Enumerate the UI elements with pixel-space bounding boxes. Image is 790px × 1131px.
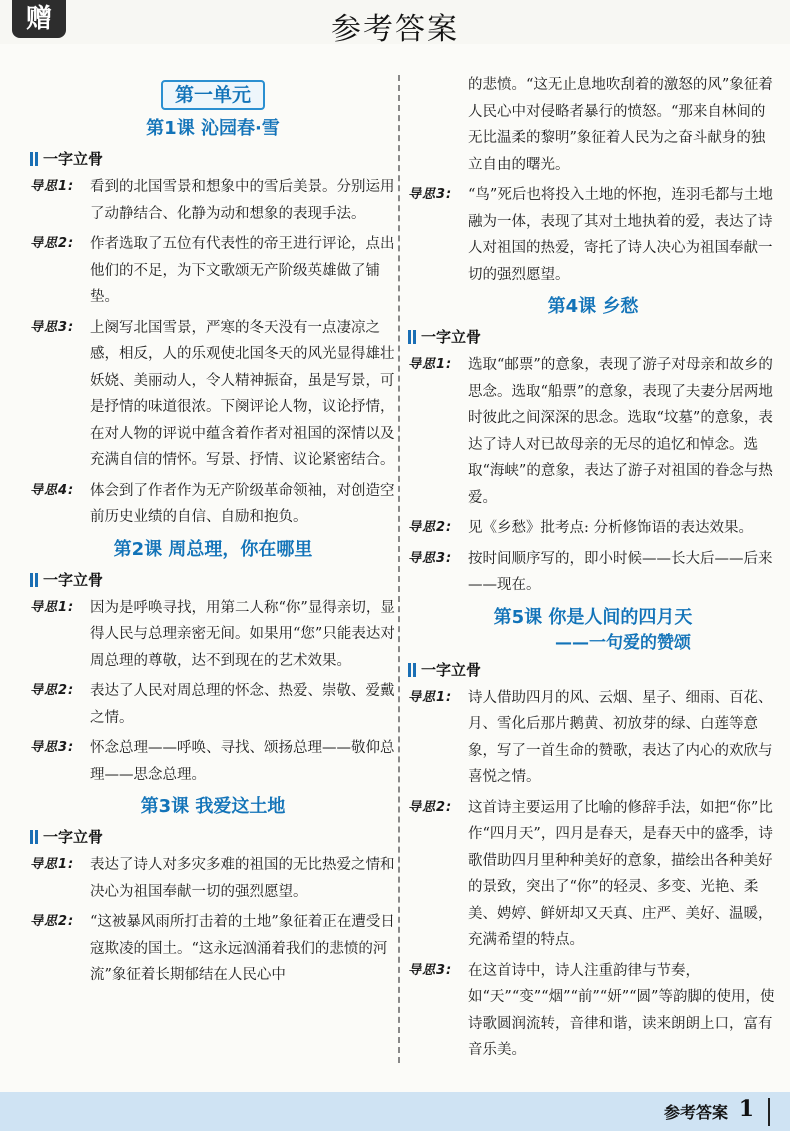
item-label: 导思3: [30,319,75,335]
answer-item [408,958,778,1064]
item-label: 导思2: [30,236,75,251]
section-heading: 一字立骨 [408,326,778,348]
page-number: 1 [738,1096,754,1122]
answer-item [408,795,778,954]
item-text: 怀念总理——呼唤、寻找、颂扬总理——敬仰总理——思念总理。 [90,740,395,783]
item-label: 导思1: [30,179,75,194]
column-divider [398,75,400,1063]
lesson-title: 第4课 乡愁 [547,296,639,317]
item-label: 导思2: [30,683,75,698]
answer-item [30,595,396,675]
item-label: 导思2: [30,914,75,929]
item-label: 导思1: [30,599,75,615]
item-text: 表达了人民对周总理的怀念、热爱、崇敬、爱戴之情。 [90,683,395,726]
answer-item [30,852,396,905]
footer-divider [768,1098,770,1126]
answer-item [30,735,396,788]
answer-continuation [408,72,778,178]
item-text: 的悲愤。“这无止息地吹刮着的激怒的风”象征着人民心中对侵略者暴行的愤怒。“那来自林间的无比温柔的黎明”象征着人民为之奋斗献身的独立自由的曙光。 [468,77,773,173]
item-text: 体会到了作者作为无产阶级革命领袖，对创造空前历史业绩的自信、自励和抱负。 [90,482,395,525]
lesson-subtitle: ——一句爱的赞颂 [555,632,691,653]
footer-label: 参考答案 [663,1103,728,1122]
answer-item [30,315,396,474]
section-heading: 一字立骨 [30,569,396,591]
item-text: 选取“邮票”的意象，表现了游子对母亲和故乡的思念。选取“船票”的意象，表现了夫妻分居两地时彼此之间深深的思念。选取“坟墓”的意象，表达了诗人对已故母亲的无尽的追忆和悼念。选取“海峡”的意象，表达了游子对祖国的眷念与热爱。 [468,357,773,506]
header-bar [0,0,790,47]
item-label: 导思4: [30,482,75,498]
item-label: 导思1: [30,857,75,872]
item-text: 上阕写北国雪景，严寒的冬天没有一点凄凉之感，相反，人的乐观使北国冬天的风光显得雄壮妖娆、美丽动人，令人精神振奋，虽是写景，可是抒情的味道很浓。下阕评论人物，议论抒情，在对人物的评说中蕴含着作者对祖国的深情以及充满自信的情怀。写景、抒情、议论紧密结合。 [90,319,395,468]
section-heading: 一字立骨 [408,659,778,681]
answer-item [30,478,396,531]
item-text: “鸟”死后也将投入土地的怀抱，连羽毛都与土地融为一体，表现了其对土地执着的爱，表达了诗人对祖国的热爱，寄托了诗人决心为祖国奉献一切的强烈愿望。 [468,187,773,283]
item-text: 这首诗主要运用了比喻的修辞手法，如把“你”比作“四月天”，四月是春天，是春天中的盛季，诗歌借助四月里种种美好的意象，描绘出各种美好的景致，突出了“你”的轻灵、多变、光艳、柔美、娉婷、鲜妍却又天真、庄严、美好、温暖，充满希望的特点。 [468,799,773,948]
answer-item [408,546,778,599]
gift-badge: 赠 [12,0,66,38]
lesson-title: 第3课 我爱这土地 [140,796,286,817]
lesson-title: 第1课 沁园春·雪 [146,118,280,139]
item-text: 作者选取了五位有代表性的帝王进行评论，点出他们的不足，为下文歌颂无产阶级英雄做了铺垫。 [90,236,395,305]
item-text: 见《乡愁》批考点: 分析修饰语的表达效果。 [468,520,753,536]
item-label: 导思1: [408,357,453,372]
section-heading: 一字立骨 [30,148,396,170]
item-text: 因为是呼唤寻找，用第二人称“你”显得亲切，显得人民与总理亲密无间。如果用“您”只能表达对周总理的尊敬，达不到现在的艺术效果。 [90,599,395,669]
item-label: 导思3: [30,740,75,755]
answer-item [30,231,396,311]
page-title: 参考答案 [331,12,459,47]
answer-item [30,909,396,989]
answer-item [408,182,778,288]
left-column [30,70,396,993]
unit-title: 第一单元 [161,80,265,110]
item-text: 在这首诗中，诗人注重韵律与节奏，如“天”“变”“烟”“前”“妍”“圆”等韵脚的使用，使诗歌圆润流转，音律和谐，读来朗朗上口，富有音乐美。 [468,962,775,1058]
item-label: 导思2: [408,799,453,815]
item-label: 导思2: [408,520,453,535]
item-text: 表达了诗人对多灾多难的祖国的无比热爱之情和决心为祖国奉献一切的强烈愿望。 [90,857,395,900]
item-label: 导思3: [408,187,453,202]
item-label: 导思3: [408,962,453,978]
right-column [408,72,778,1068]
item-text: 看到的北国雪景和想象中的雪后美景。分别运用了动静结合、化静为动和想象的表现手法。 [90,179,395,222]
item-text: “这被暴风雨所打击着的土地”象征着正在遭受日寇欺凌的国土。“这永远汹涌着我们的悲愤的河流”象征着长期郁结在人民心中 [90,914,395,983]
lesson-title: 第2课 周总理，你在哪里 [113,538,313,560]
item-label: 导思1: [408,689,453,705]
answer-item [408,515,778,542]
footer-bar [0,1092,790,1131]
item-text: 按时间顺序写的，即小时候——长大后——后来——现在。 [468,550,773,593]
section-heading: 一字立骨 [30,826,396,848]
item-text: 诗人借助四月的风、云烟、星子、细雨、百花、月、雪化后那片鹅黄、初放芽的绿、白莲等意象，写了一首生命的赞歌，表达了内心的欢欣与喜悦之情。 [468,689,773,785]
answer-item [30,678,396,731]
answer-item [30,174,396,227]
lesson-title: 第5课 你是人间的四月天 [493,606,693,628]
item-label: 导思3: [408,550,453,566]
answer-item [408,685,778,791]
answer-item [408,352,778,511]
